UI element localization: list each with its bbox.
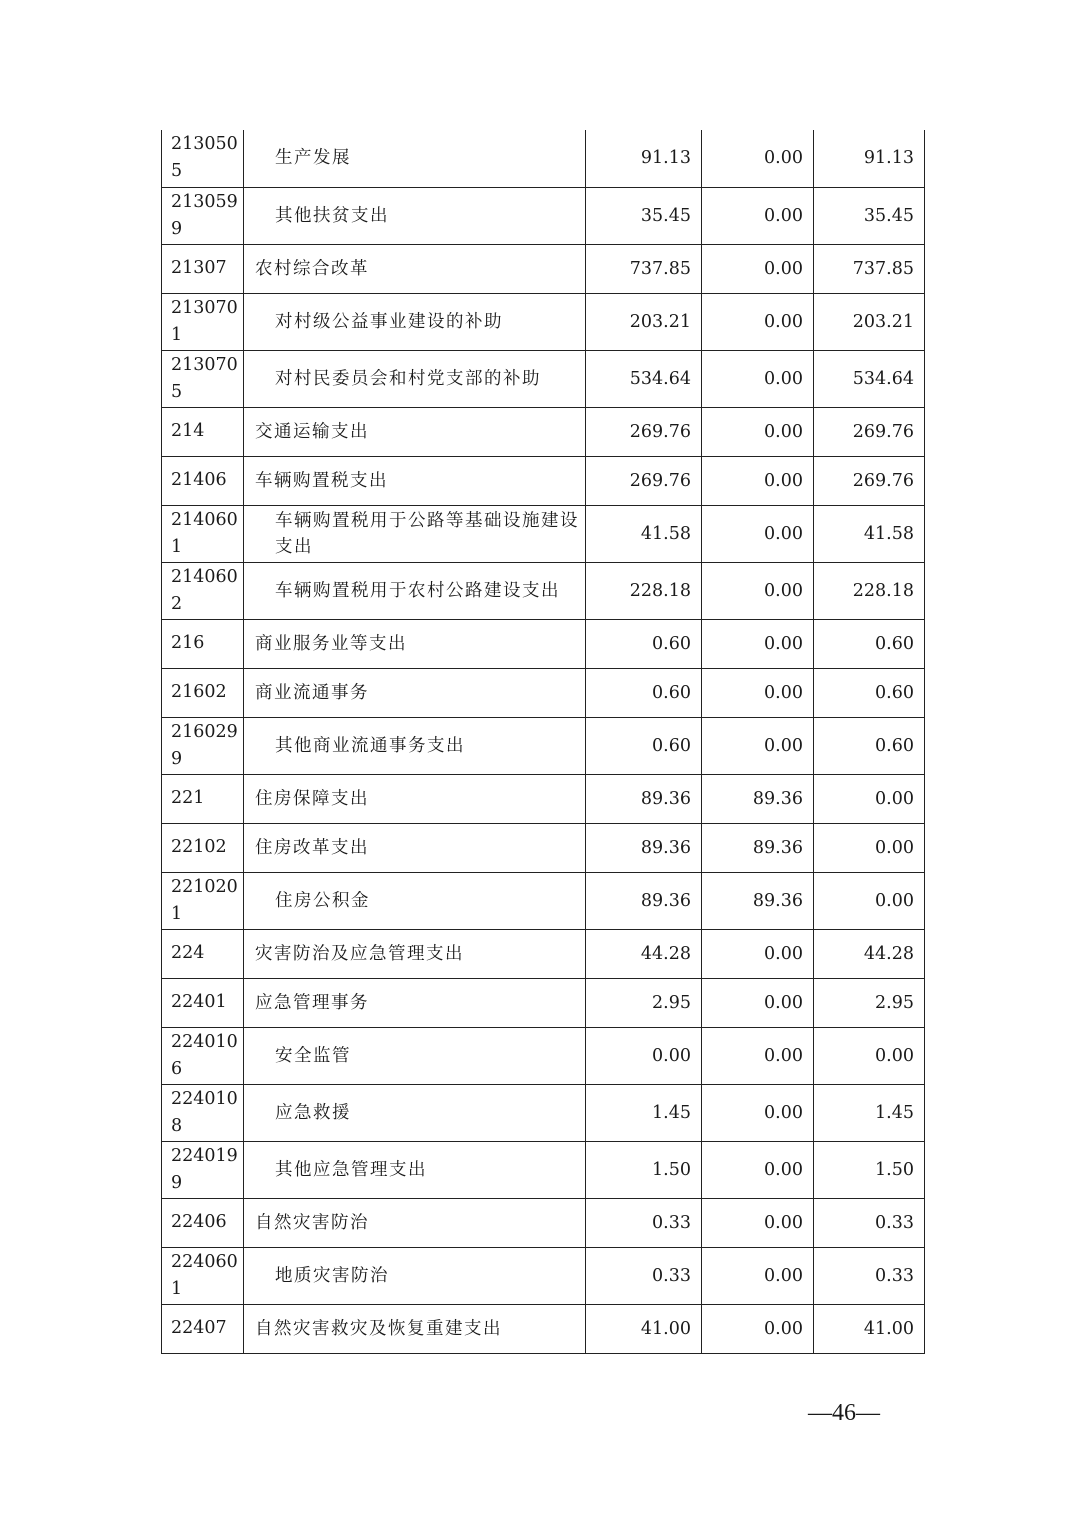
total-amount-cell: 41.58 <box>586 505 702 562</box>
item-name-cell: 自然灾害防治 <box>244 1198 586 1247</box>
account-code-cell: 2240106 <box>162 1027 244 1084</box>
total-amount-cell: 0.60 <box>586 668 702 717</box>
table-row <box>162 1247 925 1304</box>
basic-expenditure-cell: 0.00 <box>702 130 814 187</box>
item-name-cell: 对村级公益事业建设的补助 <box>244 293 586 350</box>
basic-expenditure-cell: 0.00 <box>702 1304 814 1353</box>
account-code-cell: 214 <box>162 407 244 456</box>
item-name-cell: 商业流通事务 <box>244 668 586 717</box>
table-row <box>162 407 925 456</box>
page-number: —46— <box>808 1400 880 1426</box>
basic-expenditure-cell: 0.00 <box>702 668 814 717</box>
total-amount-cell: 2.95 <box>586 978 702 1027</box>
project-expenditure-cell: 0.60 <box>814 717 925 774</box>
project-expenditure-cell: 0.60 <box>814 668 925 717</box>
project-expenditure-cell: 44.28 <box>814 929 925 978</box>
account-code-cell: 2130705 <box>162 350 244 407</box>
basic-expenditure-cell: 0.00 <box>702 187 814 244</box>
project-expenditure-cell: 41.58 <box>814 505 925 562</box>
basic-expenditure-cell: 0.00 <box>702 407 814 456</box>
table-row <box>162 668 925 717</box>
table-row <box>162 1027 925 1084</box>
project-expenditure-cell: 737.85 <box>814 244 925 293</box>
table-row <box>162 619 925 668</box>
account-code-cell: 21406 <box>162 456 244 505</box>
basic-expenditure-cell: 89.36 <box>702 774 814 823</box>
total-amount-cell: 534.64 <box>586 350 702 407</box>
project-expenditure-cell: 203.21 <box>814 293 925 350</box>
project-expenditure-cell: 534.64 <box>814 350 925 407</box>
project-expenditure-cell: 35.45 <box>814 187 925 244</box>
total-amount-cell: 737.85 <box>586 244 702 293</box>
table-row <box>162 350 925 407</box>
basic-expenditure-cell: 0.00 <box>702 929 814 978</box>
account-code-cell: 2130599 <box>162 187 244 244</box>
item-name-cell: 其他应急管理支出 <box>244 1141 586 1198</box>
item-name-cell: 其他扶贫支出 <box>244 187 586 244</box>
project-expenditure-cell: 269.76 <box>814 407 925 456</box>
basic-expenditure-cell: 0.00 <box>702 1084 814 1141</box>
total-amount-cell: 35.45 <box>586 187 702 244</box>
item-name-cell: 应急救援 <box>244 1084 586 1141</box>
account-code-cell: 2240601 <box>162 1247 244 1304</box>
table-row <box>162 717 925 774</box>
table-row <box>162 293 925 350</box>
item-name-cell: 住房公积金 <box>244 872 586 929</box>
table-row <box>162 929 925 978</box>
total-amount-cell: 269.76 <box>586 456 702 505</box>
account-code-cell: 22407 <box>162 1304 244 1353</box>
table-row <box>162 872 925 929</box>
account-code-cell: 22406 <box>162 1198 244 1247</box>
basic-expenditure-cell: 0.00 <box>702 244 814 293</box>
total-amount-cell: 41.00 <box>586 1304 702 1353</box>
total-amount-cell: 89.36 <box>586 872 702 929</box>
total-amount-cell: 228.18 <box>586 562 702 619</box>
basic-expenditure-cell: 0.00 <box>702 1247 814 1304</box>
project-expenditure-cell: 0.33 <box>814 1198 925 1247</box>
account-code-cell: 2160299 <box>162 717 244 774</box>
item-name-cell: 交通运输支出 <box>244 407 586 456</box>
table-body <box>162 130 925 1353</box>
account-code-cell: 2210201 <box>162 872 244 929</box>
project-expenditure-cell: 0.00 <box>814 872 925 929</box>
basic-expenditure-cell: 0.00 <box>702 350 814 407</box>
item-name-cell: 车辆购置税支出 <box>244 456 586 505</box>
item-name-cell: 自然灾害救灾及恢复重建支出 <box>244 1304 586 1353</box>
basic-expenditure-cell: 0.00 <box>702 293 814 350</box>
project-expenditure-cell: 0.60 <box>814 619 925 668</box>
account-code-cell: 224 <box>162 929 244 978</box>
project-expenditure-cell: 0.00 <box>814 1027 925 1084</box>
item-name-cell: 安全监管 <box>244 1027 586 1084</box>
table-row <box>162 1198 925 1247</box>
item-name-cell: 其他商业流通事务支出 <box>244 717 586 774</box>
table-row <box>162 456 925 505</box>
project-expenditure-cell: 41.00 <box>814 1304 925 1353</box>
account-code-cell: 21307 <box>162 244 244 293</box>
table-row <box>162 1084 925 1141</box>
account-code-cell: 21602 <box>162 668 244 717</box>
item-name-cell: 生产发展 <box>244 130 586 187</box>
basic-expenditure-cell: 89.36 <box>702 823 814 872</box>
basic-expenditure-cell: 0.00 <box>702 1198 814 1247</box>
item-name-cell: 住房保障支出 <box>244 774 586 823</box>
project-expenditure-cell: 0.00 <box>814 823 925 872</box>
basic-expenditure-cell: 89.36 <box>702 872 814 929</box>
project-expenditure-cell: 2.95 <box>814 978 925 1027</box>
table-row <box>162 562 925 619</box>
basic-expenditure-cell: 0.00 <box>702 1141 814 1198</box>
item-name-cell: 应急管理事务 <box>244 978 586 1027</box>
total-amount-cell: 89.36 <box>586 774 702 823</box>
total-amount-cell: 0.33 <box>586 1198 702 1247</box>
basic-expenditure-cell: 0.00 <box>702 562 814 619</box>
table-row <box>162 774 925 823</box>
basic-expenditure-cell: 0.00 <box>702 717 814 774</box>
table-row <box>162 130 925 187</box>
account-code-cell: 22401 <box>162 978 244 1027</box>
total-amount-cell: 0.60 <box>586 717 702 774</box>
project-expenditure-cell: 0.33 <box>814 1247 925 1304</box>
account-code-cell: 2140602 <box>162 562 244 619</box>
total-amount-cell: 1.45 <box>586 1084 702 1141</box>
table-row <box>162 1304 925 1353</box>
table-row <box>162 244 925 293</box>
account-code-cell: 2130505 <box>162 130 244 187</box>
item-name-cell: 农村综合改革 <box>244 244 586 293</box>
item-name-cell: 车辆购置税用于农村公路建设支出 <box>244 562 586 619</box>
item-name-cell: 车辆购置税用于公路等基础设施建设支出 <box>244 505 586 562</box>
project-expenditure-cell: 0.00 <box>814 774 925 823</box>
table-row <box>162 505 925 562</box>
basic-expenditure-cell: 0.00 <box>702 456 814 505</box>
item-name-cell: 灾害防治及应急管理支出 <box>244 929 586 978</box>
project-expenditure-cell: 269.76 <box>814 456 925 505</box>
item-name-cell: 商业服务业等支出 <box>244 619 586 668</box>
project-expenditure-cell: 228.18 <box>814 562 925 619</box>
basic-expenditure-cell: 0.00 <box>702 1027 814 1084</box>
total-amount-cell: 0.33 <box>586 1247 702 1304</box>
account-code-cell: 22102 <box>162 823 244 872</box>
total-amount-cell: 0.00 <box>586 1027 702 1084</box>
item-name-cell: 住房改革支出 <box>244 823 586 872</box>
basic-expenditure-cell: 0.00 <box>702 619 814 668</box>
project-expenditure-cell: 1.45 <box>814 1084 925 1141</box>
budget-expenditure-table <box>161 130 925 1354</box>
account-code-cell: 2240199 <box>162 1141 244 1198</box>
item-name-cell: 对村民委员会和村党支部的补助 <box>244 350 586 407</box>
table-row <box>162 978 925 1027</box>
item-name-cell: 地质灾害防治 <box>244 1247 586 1304</box>
basic-expenditure-cell: 0.00 <box>702 505 814 562</box>
total-amount-cell: 269.76 <box>586 407 702 456</box>
total-amount-cell: 1.50 <box>586 1141 702 1198</box>
account-code-cell: 221 <box>162 774 244 823</box>
table-row <box>162 187 925 244</box>
total-amount-cell: 91.13 <box>586 130 702 187</box>
project-expenditure-cell: 1.50 <box>814 1141 925 1198</box>
total-amount-cell: 203.21 <box>586 293 702 350</box>
table-row <box>162 1141 925 1198</box>
account-code-cell: 2130701 <box>162 293 244 350</box>
table-row <box>162 823 925 872</box>
account-code-cell: 2140601 <box>162 505 244 562</box>
project-expenditure-cell: 91.13 <box>814 130 925 187</box>
account-code-cell: 2240108 <box>162 1084 244 1141</box>
total-amount-cell: 44.28 <box>586 929 702 978</box>
account-code-cell: 216 <box>162 619 244 668</box>
total-amount-cell: 0.60 <box>586 619 702 668</box>
total-amount-cell: 89.36 <box>586 823 702 872</box>
basic-expenditure-cell: 0.00 <box>702 978 814 1027</box>
